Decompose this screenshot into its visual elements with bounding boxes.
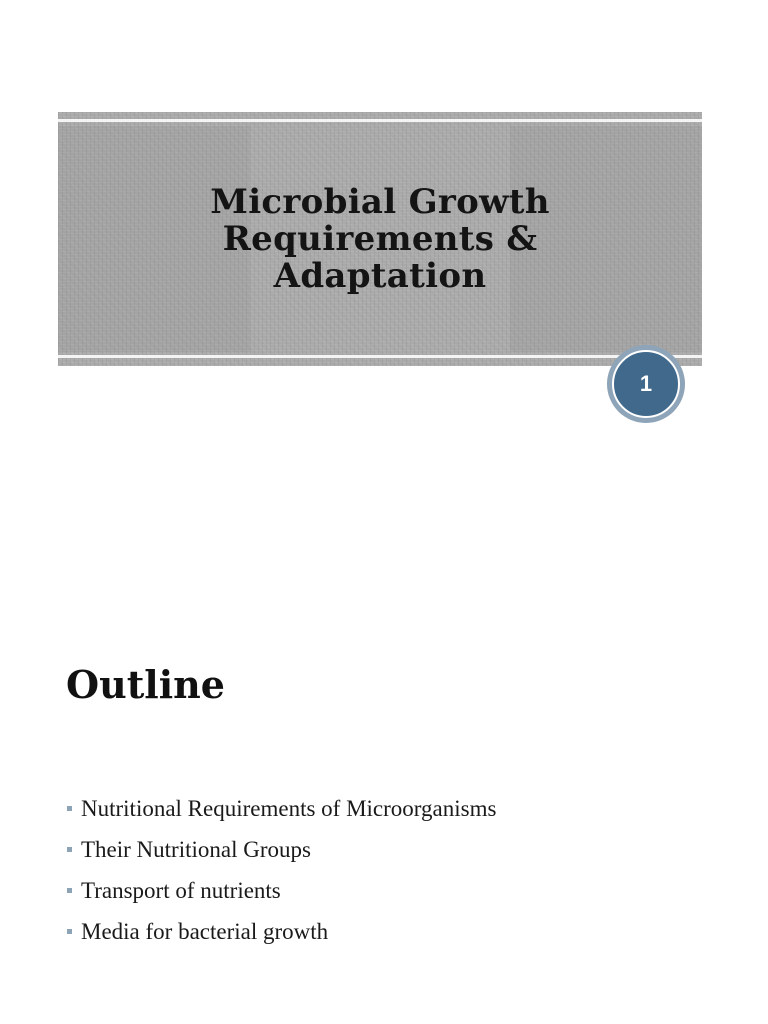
square-bullet-icon (67, 806, 72, 811)
band-bottom-stripe (58, 355, 702, 358)
list-item (66, 870, 496, 911)
outline-slide (0, 512, 768, 1024)
list-item-label: Their Nutritional Groups (81, 836, 311, 862)
band-top-stripe (58, 119, 702, 122)
list-item (66, 911, 496, 952)
outline-heading: Outline (66, 662, 225, 707)
square-bullet-icon (67, 888, 72, 893)
list-item (66, 829, 496, 870)
list-item-label: Media for bacterial growth (81, 918, 329, 944)
slide-number-badge (607, 345, 685, 423)
slide-number-circle (612, 350, 680, 418)
slide-title: Microbial Growth Requirements & Adaptation (210, 182, 550, 296)
list-item-label: Transport of nutrients (81, 877, 281, 903)
square-bullet-icon (67, 847, 72, 852)
square-bullet-icon (67, 929, 72, 934)
list-item (66, 788, 496, 829)
slide-number: 1 (639, 371, 653, 396)
list-item-label: Nutritional Requirements of Microorganisms (81, 795, 497, 821)
title-band (58, 112, 702, 366)
outline-list (66, 788, 496, 952)
